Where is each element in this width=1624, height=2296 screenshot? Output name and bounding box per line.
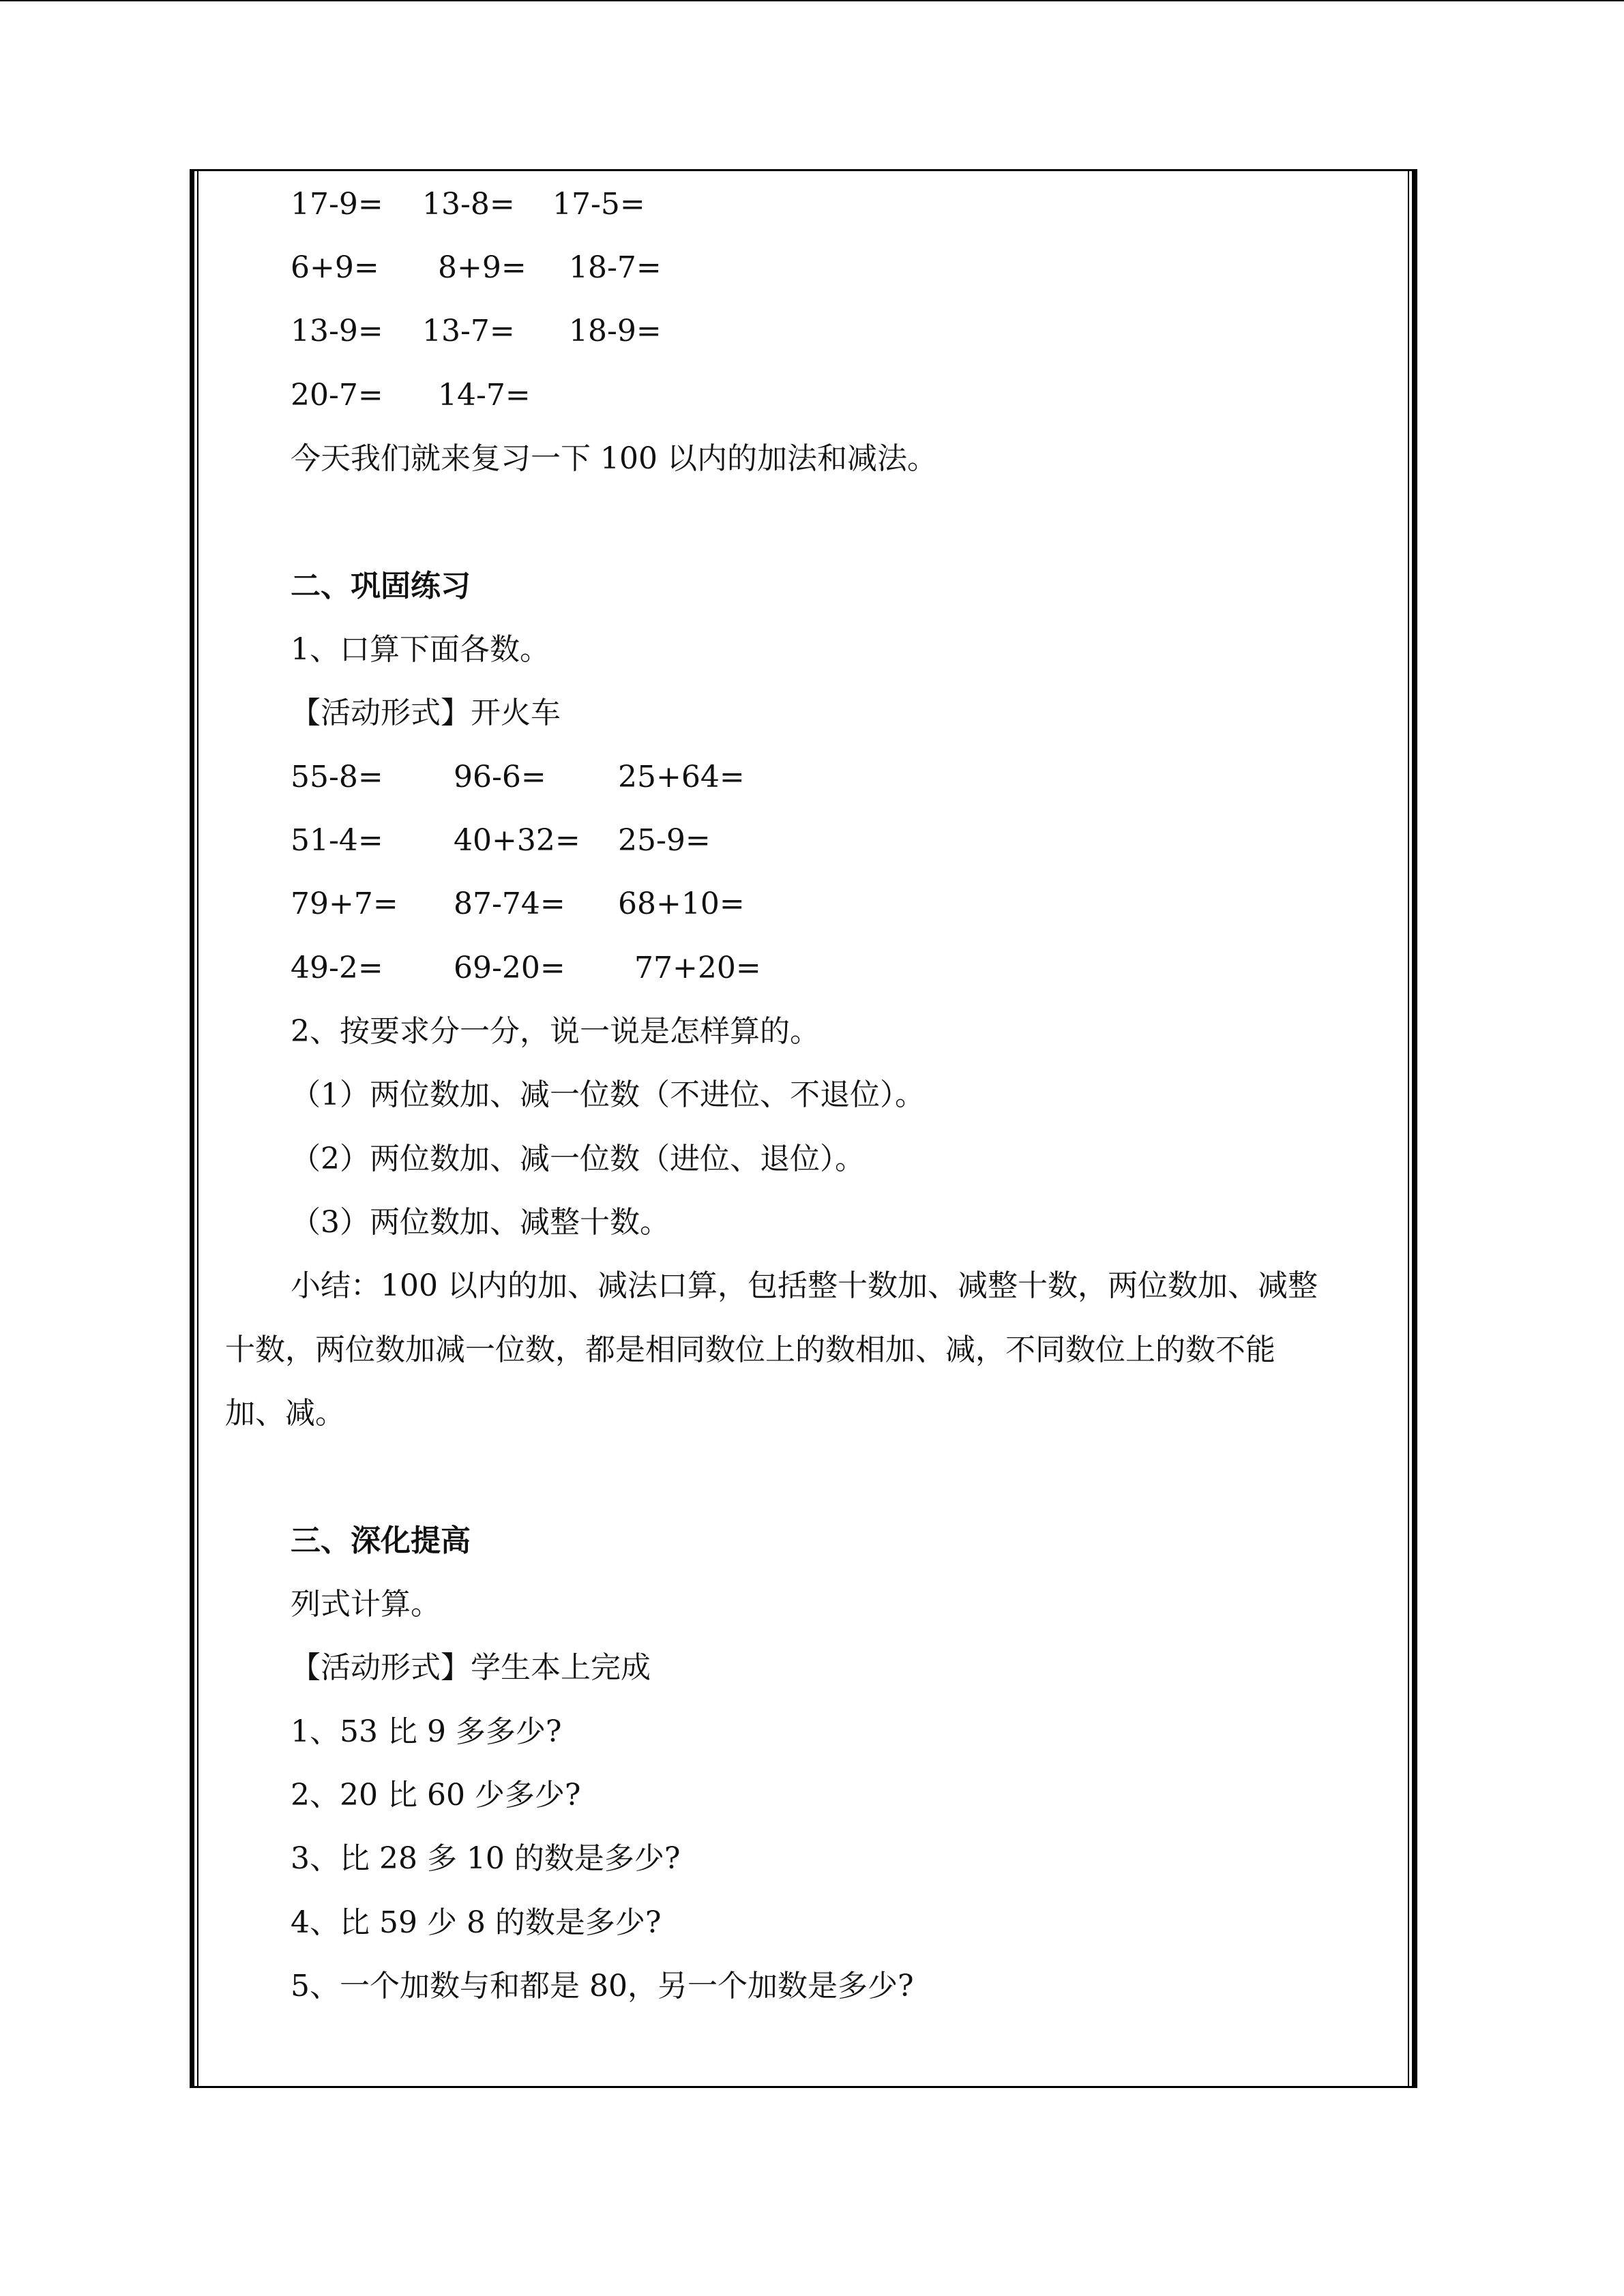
drill-item: 18-7=: [569, 250, 662, 285]
drill-item: 13-7=: [422, 314, 515, 348]
problem-item: 1、53 比 9 多多少?: [291, 1714, 562, 1749]
drill-row: [291, 885, 1109, 923]
intro-summary: 今天我们就来复习一下 100 以内的加法和减法。: [291, 441, 937, 476]
drill-item: 69-20=: [454, 951, 565, 985]
summary-line: 小结：100 以内的加、减法口算，包括整十数加、减整十数，两位数加、减整: [291, 1268, 1318, 1303]
drill-item: 40+32=: [454, 823, 580, 858]
category-item: （3）两位数加、减整十数。: [291, 1205, 670, 1240]
drill-item: 20-7=: [291, 378, 383, 413]
drill-row: [291, 949, 1109, 987]
frame-left-thin-line: [197, 169, 198, 2088]
drill-item: 55-8=: [291, 760, 383, 794]
drill-item: 49-2=: [291, 951, 383, 985]
summary-line: 加、减。: [225, 1396, 345, 1431]
problem-item: 3、比 28 多 10 的数是多少?: [291, 1841, 681, 1876]
section2-heading: 二、巩固练习: [291, 569, 471, 603]
drill-row: [291, 758, 1109, 796]
problem-item: 4、比 59 少 8 的数是多少?: [291, 1905, 662, 1940]
drill-item: 79+7=: [291, 886, 398, 921]
drill-item: 96-6=: [454, 760, 546, 794]
category-item: （1）两位数加、减一位数（不进位、不退位）。: [291, 1077, 925, 1112]
drill-item: 87-74=: [454, 886, 565, 921]
problem-item: 2、20 比 60 少多少?: [291, 1778, 581, 1813]
page-top-rule: [0, 0, 1624, 1]
drill-item: 8+9=: [438, 250, 527, 285]
summary-line: 十数，两位数加减一位数，都是相同数位上的数相加、减，不同数位上的数不能: [225, 1332, 1275, 1367]
intro-drill-row: [291, 312, 1109, 351]
frame-left-thick-line: [190, 169, 194, 2088]
intro-drill-row: [291, 376, 1109, 415]
drill-item: 17-5=: [552, 187, 645, 222]
drill-item: 6+9=: [291, 250, 379, 285]
intro-drill-row: [291, 185, 1109, 224]
drill-item: 18-9=: [569, 314, 662, 348]
drill-row: [291, 822, 1109, 860]
section3-heading: 三、深化提高: [291, 1523, 471, 1558]
drill-item: 13-9=: [291, 314, 383, 348]
section3-intro: 列式计算。: [291, 1587, 441, 1622]
section2-task1: 1、口算下面各数。: [291, 632, 550, 667]
drill-item: 77+20=: [634, 951, 761, 985]
drill-item: 13-8=: [422, 187, 515, 222]
frame-right-thick-line: [1412, 169, 1417, 2088]
problem-item: 5、一个加数与和都是 80，另一个加数是多少?: [291, 1969, 914, 2003]
category-item: （2）两位数加、减一位数（进位、退位）。: [291, 1142, 865, 1176]
frame-right-thin-line: [1408, 169, 1409, 2088]
section2-activity: 【活动形式】开火车: [291, 696, 561, 730]
drill-item: 51-4=: [291, 823, 383, 858]
drill-item: 25+64=: [618, 760, 745, 794]
drill-item: 68+10=: [618, 886, 745, 921]
drill-item: 17-9=: [291, 187, 383, 222]
intro-drill-row: [291, 249, 1109, 287]
section3-activity: 【活动形式】学生本上完成: [291, 1650, 651, 1685]
drill-item: 14-7=: [438, 378, 531, 413]
section2-task2: 2、按要求分一分，说一说是怎样算的。: [291, 1014, 820, 1049]
drill-item: 25-9=: [618, 823, 711, 858]
